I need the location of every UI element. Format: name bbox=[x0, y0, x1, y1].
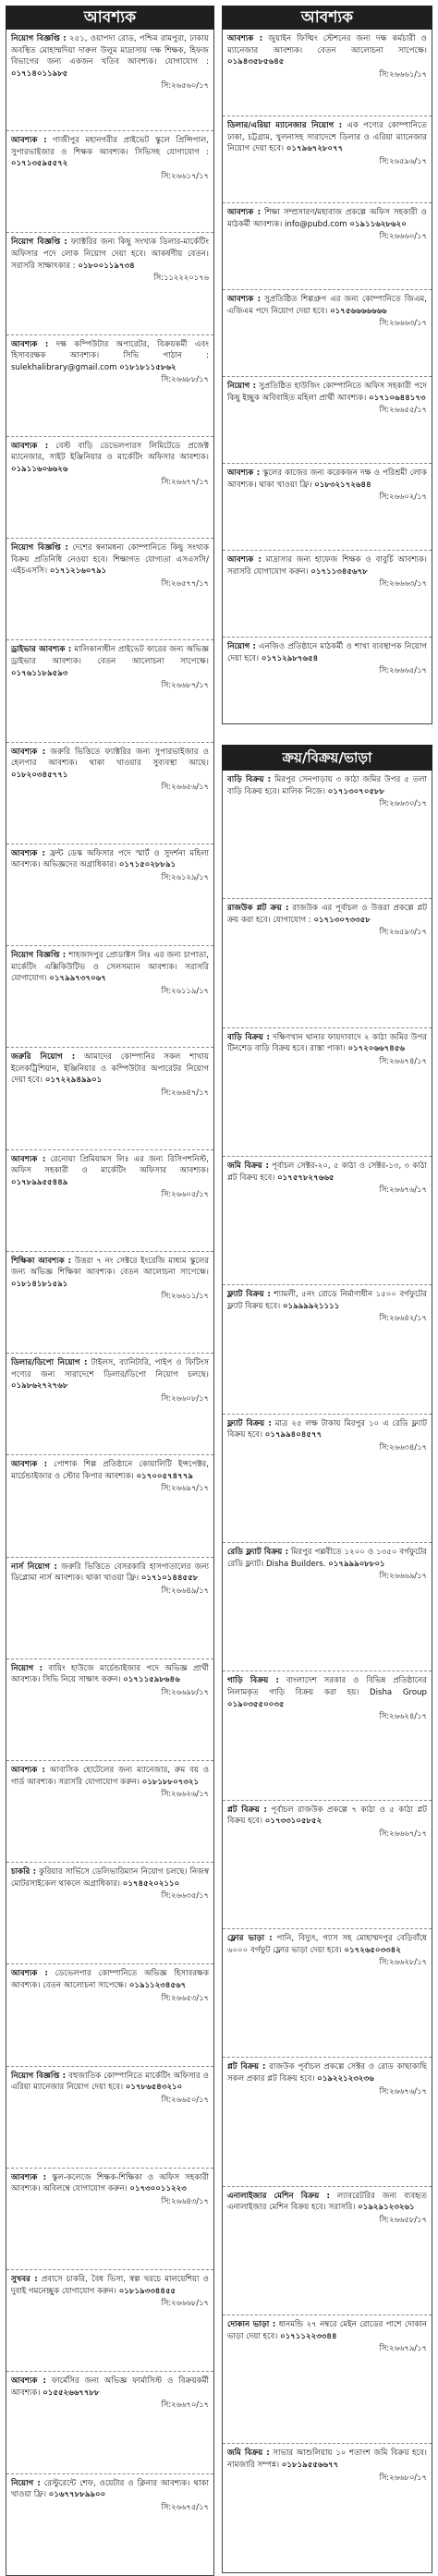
ad-body: টাইলস, ব্যানিটারি, পাইপ ও ফিটিংস পণ্যের জন্য সারাদেশে ডিলার/ডিপো নিয়োগ চলছে। bbox=[11, 1358, 210, 1379]
ad-body: ফ্রন্ট ডেস্ক অফিসার পদে স্মার্ট ও সুদর্শনা মহিলা আবশ্যক। অভিজ্ঞদের অগ্রাধিকার। bbox=[11, 848, 209, 870]
ad-phone: ০১৯১১২৩৪৫৬৭ bbox=[128, 1981, 187, 1990]
ad-lead: আবশ্যক : bbox=[11, 1969, 48, 1979]
ad-body: রাজউক এর পূর্বাচল ও উত্তরা প্রকল্পে প্লট ক্রয় করা হবে। যোগাযোগ : bbox=[227, 904, 428, 925]
ad-body: জুয়াইন ফিল্মিং স্টেশনের জন্য দক্ষ কর্মচারী ও ম্যানেজার আবশ্যক। বেতন আলোচনা সাপেক্ষে। bbox=[227, 34, 428, 55]
ad-body: ডেভেলপার কোম্পানিতে অভিজ্ঞ হিসাবরক্ষক আবশ্যক। বেতন আলোচনা সাপেক্ষে। bbox=[11, 1969, 210, 1990]
ad-phone: ০১৯১১৬২৮৬২০ bbox=[349, 219, 407, 229]
ad-code: সি:২৬৬৬৮/১৭ bbox=[161, 2298, 209, 2308]
ad-phone: ০১৭১২১৬০৭৯১ bbox=[49, 566, 107, 577]
classified-ad bbox=[6, 437, 213, 539]
ad-phone: ০১৮১৮১১৫৮৬২ bbox=[119, 362, 176, 372]
ad-code: সি:২৬৬৪২/১৭ bbox=[379, 1313, 427, 1323]
classified-ad bbox=[6, 2270, 213, 2372]
ad-body: শিক্ষা সম্প্রসারণ/মহাবাজ প্রকল্পে অফিস সহকারী ও মাঠকর্মী আবশ্যক। info@pubd.com bbox=[227, 208, 427, 229]
ad-lead: আবশ্যক : bbox=[227, 295, 262, 304]
ad-body: পানি, বিদ্যুৎ, গ্যাস সহ মোহাম্মদপুর বেড়িবাঁধে ৬০০০ বর্গফুট ফ্লোর ভাড়া দেয়া হবে। bbox=[227, 1934, 427, 1955]
ad-body: উত্তরা ৭ নং সেক্টরে ইংরেজি মাধ্যম স্কুলের জন্য অভিজ্ঞ শিক্ষিকা আবশ্যক। বেতন আলোচনা সাপেক্ষে। bbox=[11, 1256, 209, 1278]
ad-code: সি:২৬৬৬৫/১৭ bbox=[379, 665, 427, 675]
right-ads-sale bbox=[222, 771, 432, 2573]
ad-lead: ড্রাইভার আবশ্যক : bbox=[11, 645, 72, 655]
classified-ad bbox=[223, 551, 432, 638]
ad-body: ফার্মেসির জন্য অভিজ্ঞ ফার্মাসিস্ট ও বিক্রয়কর্মী আবশ্যক। bbox=[11, 2376, 210, 2398]
ad-body: দক্ষ কম্পিউটার অপারেটর, বিক্রয়কর্মী এবং হিসাবরক্ষক আবশ্যক। সিভি পাঠান : sulekhalibrary@gmail.com bbox=[11, 339, 209, 372]
ad-body: মিরপুর সেনপাড়ায় ৩ কাঠা জমির উপর ৫ তলা বাড়ি বিক্রয় হবে। মালিক নিজে। bbox=[227, 775, 428, 796]
ad-code: সি:২৬৬৬০/১৭ bbox=[379, 231, 427, 241]
ad-body: জরুরি ভিত্তিতে ফ্যাক্টরির জন্য সুপারভাইজার ও হেলপার আবশ্যক। থাকা খাওয়ার সুব্যবস্থা আছে। bbox=[11, 747, 209, 769]
ad-lead: আবশ্যক : bbox=[11, 136, 47, 146]
classified-ad bbox=[6, 335, 213, 437]
ad-code: সি:২৬৬১৭/১৭ bbox=[161, 170, 209, 180]
ad-lead: আবশ্যক : bbox=[11, 339, 49, 349]
ad-phone: ০১৮০০১১৯৭৩৪ bbox=[78, 261, 135, 271]
ad-code: সি:২৬১১৯/১৭ bbox=[161, 985, 209, 995]
classified-ad bbox=[6, 640, 213, 742]
ad-body: রেস্টুরেন্টে শেফ, ওয়েটার ও ক্লিনার আবশ্যক। থাকা খাওয়া ফ্রি। bbox=[11, 2478, 209, 2500]
ad-code: সি:২৬৬২৪/১৭ bbox=[379, 1711, 427, 1721]
classified-ad bbox=[6, 1455, 213, 1557]
ad-phone: ০১৯২৯১২৩২৬১ bbox=[358, 2203, 415, 2213]
ad-lead: এনালাইজার মেশিন বিক্রয় : bbox=[227, 2191, 330, 2201]
ad-phone: ০১৭৩০০১১২২৩ bbox=[129, 2184, 187, 2194]
classified-ad bbox=[223, 464, 432, 551]
ad-lead: ফ্লোর ভাড়া : bbox=[227, 1934, 273, 1944]
ad-phone: ০১৭৫৭৮২৭৬৬৫ bbox=[277, 1173, 335, 1183]
ad-code: সি:২৬৫৯৬/১৭ bbox=[379, 155, 427, 165]
ad-phone: ০১৭২০৬৬৭৪৫৬ bbox=[347, 1044, 405, 1054]
ad-code: সি:২৬৬০৮/১৭ bbox=[161, 1392, 209, 1403]
ad-body: মাত্র ২৫ লক্ষ টাকায় মিরপুর ১০ এ রেডি ফ্ল্যাট বিক্রয় হবে। bbox=[227, 1418, 427, 1440]
ad-code: সি:২৬৬৭৯/১৭ bbox=[379, 2343, 427, 2353]
ad-lead: আবশ্যক : bbox=[11, 848, 45, 858]
ad-phone: ০১৮২০৩৪৫৭৭১ bbox=[11, 770, 68, 780]
ad-phone: ০১৮১৯৩৩৪৪৫৫ bbox=[118, 2286, 176, 2296]
ad-lead: নিয়োগ বিজ্ঞপ্তি : bbox=[11, 543, 68, 553]
ad-body: পোশাক শিল্প প্রতিষ্ঠানে কোয়ালিটি ইন্সপেক্টর, মার্চেন্ডাইজার ও স্টোর কিপার আবশ্যক। bbox=[11, 1460, 210, 1481]
ad-lead: আবশ্যক : bbox=[11, 2172, 47, 2182]
ad-code: সি:২৬৬৫৫/১৭ bbox=[379, 405, 427, 415]
ad-body: বাংলাদেশ সরকার ও বিভিন্ন প্রতিষ্ঠানের নিলামকৃত গাড়ি বিক্রয় করা হয়। Disha Group bbox=[227, 1676, 427, 1697]
ad-body: আবাসিক হোটেলের জন্য ম্যানেজার, রুম বয় ও গার্ড আবশ্যক। সরাসরি যোগাযোগ করুন। bbox=[11, 1765, 210, 1787]
classified-ad bbox=[6, 2169, 213, 2270]
ad-phone: ০১৭১৩০৭০৫৮৮ bbox=[327, 786, 385, 796]
ad-lead: প্লট বিক্রয় : bbox=[227, 1804, 267, 1815]
ad-phone: ০১৮১৮৮০৭৩২১ bbox=[141, 1777, 200, 1787]
ad-phone: ০১৭১৩০৭৩৩৫৮ bbox=[313, 915, 371, 925]
ad-code: সি:২৬৬৬৯/১৭ bbox=[379, 1571, 427, 1581]
classified-ad bbox=[6, 233, 213, 334]
ad-phone: ০১৭১০১৪৪৫৫৮ bbox=[140, 1574, 199, 1584]
ad-code: সি:২৬৫৭৭/১৭ bbox=[161, 577, 209, 588]
classified-ad bbox=[223, 290, 432, 377]
ad-lead: আবশ্যক : bbox=[11, 1460, 48, 1470]
ad-phone: ০১৭৬১১৮৯৫৯৩ bbox=[11, 668, 68, 678]
right-ads-top bbox=[222, 30, 432, 724]
ad-code: সি:২৬৬০৫/১৭ bbox=[161, 1189, 209, 1199]
classified-ad bbox=[223, 116, 432, 203]
ad-phone: ০১৭৪৫২০২১১০ bbox=[122, 1878, 180, 1889]
classified-ad bbox=[223, 2058, 432, 2186]
ad-code: সি:১১২২২০১৭৬ bbox=[153, 273, 209, 283]
ad-lead: আবশ্যক : bbox=[11, 441, 49, 451]
ad-phone: ০১৯১১৬০৬৬২৬ bbox=[11, 465, 68, 475]
ad-lead: জরুরি নিয়োগ : bbox=[11, 1052, 76, 1063]
ad-lead: নার্স নিয়োগ : bbox=[11, 1561, 57, 1572]
classified-ad bbox=[6, 1761, 213, 1863]
ad-body: স্কুল-কলেজে শিক্ষক-শিক্ষিকা ও অফিস সহকারী আবশ্যক। অবিলম্বে যোগাযোগ করুন। bbox=[11, 2172, 210, 2194]
ad-code: সি:২৬৬৯৮/১৭ bbox=[161, 1686, 209, 1696]
classified-ad bbox=[6, 844, 213, 946]
ad-lead: নিয়োগ : bbox=[227, 382, 257, 391]
ad-body: বহুজাতিক কোম্পানিতে মার্কেটিং অফিসার ও এরিয়া ম্যানেজার নিয়োগ দেয়া হবে। bbox=[11, 2071, 209, 2093]
ad-body: রেনোয়া প্রিমিয়ামস লিঃ এর জন্য রিসিপশনিস্ট, অফিস সহকারী ও মার্কেটিং অফিসার আবশ্যক। bbox=[11, 1154, 210, 1176]
classified-ad bbox=[6, 1659, 213, 1761]
left-ads bbox=[6, 30, 214, 2576]
ad-lead: জমি বিক্রয় : bbox=[227, 2448, 270, 2459]
ad-phone: ০১৮৩২১৭২৬৪৪ bbox=[314, 480, 371, 490]
ad-phone: ০১৭৯৬৭২৮০৭৭ bbox=[286, 144, 344, 154]
classified-ad bbox=[6, 30, 213, 131]
ad-lead: আবশ্যক : bbox=[227, 468, 261, 478]
ad-body: শাহজাদপুর প্রোডাক্টস লিঃ এর জন্য চাপাতা, মার্কেটিং এক্সিকিউটিভ ও সেলসম্যান আবশ্যক। সরাসরি যোগাযোগ। bbox=[11, 951, 209, 984]
ad-lead: ফ্ল্যাট বিক্রয় : bbox=[227, 1418, 272, 1428]
ad-phone: ০১৭০০৫৭৪৭৭৯ bbox=[136, 1471, 193, 1481]
ad-code: সি:২৬৬৪৩/১৭ bbox=[161, 2196, 209, 2206]
ad-lead: নিয়োগ : bbox=[11, 1663, 43, 1673]
classified-ad bbox=[6, 1252, 213, 1354]
ad-phone: ০১৭২২৯৪৯৯০১ bbox=[44, 1075, 103, 1086]
classified-ad bbox=[223, 203, 432, 290]
ad-phone: ০১৭৩৩১০৫৮৫২ bbox=[264, 1817, 322, 1827]
right-section-header: আবশ্যক bbox=[222, 6, 432, 30]
ad-body: ফ্যাক্টরির জন্য কিছু সংখ্যক ডিলার-মার্কেটিং অফিসার পদে লোক নিয়োগ দেয়া হবে। আকর্ষণীয় বেতন। সরাসরি সাক্ষাৎকার : bbox=[11, 237, 210, 271]
ad-phone: ০১৯৪৩৫৮৫৬৪৫ bbox=[227, 57, 285, 67]
ad-body: পূর্বাচল রাজউক প্রকল্পে ৭ কাঠা ও ৫ কাঠা প্লট বিক্রয় হবে। bbox=[227, 1804, 427, 1827]
ad-lead: নিয়োগ বিজ্ঞপ্তি : bbox=[11, 951, 67, 961]
ad-lead: দোকান ভাড়া : bbox=[227, 2320, 276, 2330]
classified-ad bbox=[223, 1929, 432, 2058]
ad-lead: রাজউক প্লট ক্রয় : bbox=[227, 904, 289, 914]
right-column bbox=[222, 6, 432, 2553]
ad-body: পূর্বাচল সেক্টর-২০, ৫ কাঠা ও সেক্টর-১৩, ৩ কাঠা প্লট বিক্রয় হবে। bbox=[227, 1161, 427, 1183]
ad-phone: ০১৭২৬৫০৩৩৪২ bbox=[344, 1945, 401, 1955]
ad-body: মাদ্রাসার জন্য হাফেজ শিক্ষক ও বাবুর্চি আবশ্যক। সরাসরি যোগাযোগ করুন। bbox=[227, 555, 427, 577]
ad-code: সি:২৬৬৭০/১৭ bbox=[161, 2400, 209, 2410]
ad-body: গাজীপুর মহানগরীর প্রাইভেট স্কুলে প্রিন্সিপাল, সুপারভাইজার ও শিক্ষক আবশ্যক। সিভিসহ যোগাযোগ : bbox=[11, 136, 209, 157]
classified-ad bbox=[223, 1028, 432, 1157]
classified-ad bbox=[223, 1157, 432, 1285]
ad-code: সি:২৬৬৭৬/১৭ bbox=[379, 1185, 427, 1195]
ad-code: সি:২৬৬৮৭/১৭ bbox=[161, 680, 209, 690]
ad-lead: শিক্ষিকা আবশ্যক : bbox=[11, 1256, 72, 1266]
ad-code: সি:২৬৬৬৩/১৭ bbox=[379, 318, 427, 328]
ad-lead: বাড়ি বিক্রয় : bbox=[227, 775, 272, 784]
ad-phone: ০১৯৯৯৯২১১১১ bbox=[282, 1301, 340, 1311]
ad-body: সাভার আশুলিয়ায় ১০ শতাংশ জমি বিক্রয় হবে। নামজারি সম্পন্ন। bbox=[227, 2448, 427, 2471]
ad-lead: নিয়োগ : bbox=[227, 642, 256, 651]
classified-ad bbox=[6, 2067, 213, 2169]
ad-code: সি:২৬৬৫৩/১৭ bbox=[161, 1992, 209, 2002]
ad-phone: ০১৭১১৫৯৮৬৪৬ bbox=[123, 1675, 180, 1685]
ad-lead: রেডি ফ্ল্যাট বিক্রয় : bbox=[227, 1548, 289, 1558]
ad-code: সি:২৬৬৬৭/১৭ bbox=[379, 1828, 427, 1838]
classified-ad bbox=[6, 1150, 213, 1252]
ad-lead: আবশ্যক : bbox=[227, 34, 263, 43]
ad-code: সি:২৬৬৫০/১৭ bbox=[161, 2094, 209, 2104]
classified-ad bbox=[6, 1964, 213, 2066]
ad-lead: ডিলার/ডিপো নিয়োগ : bbox=[11, 1358, 88, 1368]
ad-body: জরুরি ভিত্তিতে বেসরকারি হাসপাতালের জন্য ডিপ্লোমা নার্স আবশ্যক। থাকা খাওয়া ফ্রি। bbox=[11, 1561, 209, 1584]
classified-ad bbox=[223, 1285, 432, 1414]
ad-body: আমাদের কোম্পানির সকল শাখায় ইলেকট্রিশিয়ান, ইঞ্জিনিয়ার ও কম্পিউটার অপারেটর নিয়োগ দেয়া হবে। bbox=[11, 1052, 209, 1086]
ad-body: মালিকানাধীন প্রাইভেট কারের জন্য অভিজ্ঞ ড্রাইভার আবশ্যক। বেতন আলোচনা সাপেক্ষে। bbox=[11, 645, 209, 666]
ad-code: সি:২৬৬৮০/১৭ bbox=[379, 2472, 427, 2482]
classified-ad bbox=[223, 2315, 432, 2444]
ad-body: রাজউক পূর্বাচল প্রকল্পে সেক্টর ও রোড কাছাকাছি সকল প্রকার প্লট বিক্রয় হবে। bbox=[227, 2062, 427, 2084]
classified-ad bbox=[223, 377, 432, 464]
ad-phone: ০১৭১০৬৪৪১৭৩ bbox=[369, 393, 426, 403]
ad-code: সি:২৬৬৩৫/১৭ bbox=[161, 1890, 209, 1901]
ad-code: সি:২৬৫৬০/১৭ bbox=[161, 80, 209, 91]
ad-code: সি:২৬৬২৮/১৭ bbox=[379, 1957, 427, 1967]
ad-lead: বাড়ি বিক্রয় : bbox=[227, 1032, 270, 1042]
ad-code: সি:২৬৬৫৮/১৭ bbox=[379, 2214, 427, 2224]
ad-lead: নিয়োগ বিজ্ঞপ্তি : bbox=[11, 237, 67, 248]
ad-phone: ০১৭৮৬৫৪৩২১০ bbox=[125, 2083, 183, 2093]
classified-ad bbox=[223, 2187, 432, 2315]
ad-body: সুপ্রতিষ্ঠিত শিল্পগ্রুপ এর জন্য কোম্পানিতে জিএম, এজিএম পদে নিয়োগ দেয়া হবে। bbox=[227, 295, 427, 316]
classified-ad bbox=[223, 1671, 432, 1800]
ad-lead: জমি বিক্রয় : bbox=[227, 1161, 269, 1172]
ad-phone: ০১৯২২১২৩২৩৬ bbox=[317, 2073, 374, 2084]
ad-body: কুরিয়ার সার্ভিসে ডেলিভারিম্যান নিয়োগ চলছে। নিজস্ব মোটরসাইকেল থাকলে অগ্রাধিকার। bbox=[11, 1867, 210, 1889]
ad-phone: ০১৭১২৯৮৭৬৫৪ bbox=[261, 653, 319, 663]
ad-phone: ০১৯০৩৫৫০০৩৫ bbox=[227, 1699, 285, 1709]
ad-body: মিরপুর পল্লবীতে ১২০০ ও ১৩৫০ বর্গফুটের রেডি ফ্ল্যাট। Disha Builders. bbox=[227, 1548, 427, 1569]
ad-lead: নিয়োগ বিজ্ঞপ্তি : bbox=[11, 2071, 67, 2081]
ad-phone: ০১৭৯৯৭৩৭০৬৭ bbox=[49, 974, 106, 984]
left-section-header: আবশ্যক bbox=[6, 6, 214, 30]
ad-lead: আবশ্যক : bbox=[227, 208, 262, 217]
classified-ad bbox=[6, 2372, 213, 2473]
ad-phone: ০১৮১৯৫৫৬৬৭৭ bbox=[281, 2461, 339, 2471]
ad-body: ২৫১, ওয়াপদা রোড, পশ্চিম রামপুরা, ঢাকায় অবস্থিত মোহাম্মদিয়া দারুল উলুম মাদ্রাসায় দক্ষ শিক্ষক, হিফজ বিভাগের জন্য একজন খতিব আবশ্যক। যোগাযোগ : bbox=[11, 34, 209, 67]
ad-body: সুপ্রতিষ্ঠিত হাউজিং কোম্পানিতে অফিস সহকারী পদে কিছু ইচ্ছুক অবিবাহিত মহিলা প্রার্থী আবশ্যক। bbox=[227, 382, 427, 403]
ad-phone: ০১৭১১২২৩৩৪৪ bbox=[280, 2331, 337, 2341]
ad-lead: গাড়ি বিক্রয় : bbox=[227, 1676, 279, 1686]
classified-ad bbox=[6, 1354, 213, 1455]
ad-code: সি:২৬৬৬৩/১৭ bbox=[379, 578, 427, 589]
ad-code: সি:২৬৬৭৬/১৭ bbox=[379, 2085, 427, 2096]
ad-code: সি:২৬৬২৬/১৭ bbox=[161, 1789, 209, 1799]
ad-lead: আবশ্যক : bbox=[11, 2376, 46, 2387]
ad-body: দেশের স্বনামধন্য কোম্পানিতে কিছু সংখ্যক বিক্রয় প্রতিনিধি নেওয়া হবে। শিক্ষাগত যোগ্যতা এসএসসি/এইচএসসি। bbox=[11, 543, 210, 577]
ad-lead: আবশ্যক : bbox=[227, 555, 262, 565]
ad-phone: ০১৯৮৬২৭২৭৬৮ bbox=[11, 1381, 68, 1391]
ad-code: সি:২৬৬৮৮/১৭ bbox=[161, 374, 209, 384]
ad-body: ধানমন্ডি ২৭ নম্বরে মেইন রোডের পাশে দোকান ভাড়া দেয়া হবে। bbox=[227, 2320, 428, 2341]
ad-body: প্রবাসে চাকরি, বৈধ ভিসা, স্বল্প খরচে মালয়েশিয়া ও দুবাই গমনেচ্ছুক যোগাযোগ করুন। bbox=[11, 2275, 210, 2296]
ad-body: দক্ষিণখান থানার ফায়দাবাদে ২ কাঠা জমির উপর টিনশেড বাড়ি বিক্রয় হবে। রাস্তা পাকা। bbox=[227, 1032, 428, 1054]
ad-body: স্কুলের কাজের জন্য করেকজন দক্ষ ও পরিশ্রমী লোক আবশ্যক। থাকা খাওয়া ফ্রি। bbox=[227, 468, 428, 490]
ad-body: বায়িং হাউজে মার্চেন্ডাইজার পদে অভিজ্ঞ প্রার্থী আবশ্যক। সিভি নিয়ে সাক্ষাৎ করুন। bbox=[11, 1663, 209, 1685]
ad-code: সি:২৬৬৩৪/১৭ bbox=[379, 1441, 427, 1452]
ad-code: সি:২৬৬৪৯/১৭ bbox=[161, 1585, 209, 1595]
sale-section-header: ক্রয়/বিক্রয়/ভাড়া bbox=[222, 745, 432, 771]
ad-phone: ০১৭৫৬৬৬৬৬৬৬ bbox=[330, 306, 387, 316]
ad-code: সি:২৬১২৯/১৭ bbox=[161, 871, 209, 881]
classified-ad bbox=[223, 1415, 432, 1543]
ad-lead: চাকরি : bbox=[11, 1867, 37, 1877]
classified-ad bbox=[223, 2444, 432, 2571]
classified-ad bbox=[223, 30, 432, 116]
ad-lead: আবশ্যক : bbox=[11, 747, 46, 757]
classified-ad bbox=[6, 2474, 213, 2575]
ad-phone: ০১৮১৪১৮১৫৯১ bbox=[11, 1279, 68, 1289]
classified-ad bbox=[6, 1048, 213, 1149]
ad-phone: ০১৬৭৭৮৮৯৯০০ bbox=[48, 2490, 106, 2500]
ad-code: সি:২৬৬৫৬/১৭ bbox=[161, 782, 209, 792]
ad-phone: ০১৭৮৯৯৫৫৪৪৯ bbox=[11, 1177, 68, 1187]
classified-ad bbox=[223, 638, 432, 723]
ad-code: সি:২৬৬৭৪/১৭ bbox=[379, 1055, 427, 1065]
ad-code: সি:২৬৬৭৫/১৭ bbox=[161, 2501, 209, 2511]
ad-phone: ০১৭১৩৫৯৫৫৭২ bbox=[11, 159, 68, 169]
ad-lead: নিয়োগ বিজ্ঞপ্তি : bbox=[11, 34, 67, 43]
ad-lead: আবশ্যক : bbox=[11, 1765, 45, 1775]
classified-ad bbox=[6, 131, 213, 233]
ad-body: এনজিও প্রতিষ্ঠানে মাঠকর্মী ও শাখা ব্যবস্থাপক নিয়োগ দেয়া হবে। bbox=[227, 642, 427, 663]
ad-lead: নিয়োগ : bbox=[11, 2478, 41, 2488]
ad-body: শ্যামলী, ৫নং রোডে নির্মাণাধীন ১৫০০ বর্গফুটের ফ্ল্যাট বিক্রয় হবে। bbox=[227, 1290, 427, 1311]
ad-body: বেস্ট বাড়ি ডেভেলপারস লিমিটেডে প্রজেক্ট ম্যানেজার, সাইট ইঞ্জিনিয়ার ও মার্কেটিং অফিসার আবশ্যক। bbox=[11, 441, 210, 463]
ad-code: সি:২৬৬০২/১৭ bbox=[379, 492, 427, 502]
ad-phone: ০১৭১৫০২৮৮৯১ bbox=[118, 860, 176, 870]
ad-phone: ০১৭৯৯৪০৪৫৭৭ bbox=[264, 1430, 322, 1440]
ad-body: ল্যাবরেটরির জন্য ব্যবহৃত এনালাইজার মেশিন বিক্রয় হবে। সরাসরি। bbox=[227, 2191, 428, 2213]
ad-phone: ০১৭১১৩৪৫৬৭৮ bbox=[310, 566, 368, 577]
ad-code: সি:২৬৬৯৭/১৭ bbox=[161, 1483, 209, 1493]
ad-phone: ০১৭৯৯৯০৮৮০১ bbox=[328, 1559, 385, 1569]
ad-body: এক পণ্যের কোম্পানিতে ঢাকা, চট্টগ্রাম, খুলনাসহ সারাদেশে ডিলার ও এরিয়া ম্যানেজার নিয়োগ দেয়া হবে। bbox=[227, 121, 427, 154]
classified-ad bbox=[223, 899, 432, 1027]
classified-ad bbox=[6, 1863, 213, 1964]
ad-code: সি:২৬৫৯৩/১৭ bbox=[379, 927, 427, 937]
classified-ad bbox=[6, 743, 213, 844]
classified-ad bbox=[223, 771, 432, 899]
ad-lead: সুখবর : bbox=[11, 2275, 38, 2285]
classified-ad bbox=[6, 1558, 213, 1659]
classified-ad bbox=[6, 946, 213, 1048]
ad-phone: ০১৭১৪০১১৯৮৫ bbox=[11, 68, 68, 79]
ad-code: সি:২৬৬১১/১৭ bbox=[161, 1291, 209, 1301]
ad-code: সি:২৬৬৭৭/১৭ bbox=[161, 476, 209, 486]
ad-lead: ডিলার/এরিয়া ম্যানেজার নিয়োগ : bbox=[227, 121, 343, 130]
ad-code: সি:২৬৬৩০/১৭ bbox=[379, 798, 427, 808]
ad-phone: ০১৫৫২৬৬৭৭৮৮ bbox=[43, 2388, 100, 2398]
ad-lead: প্লট বিক্রয় : bbox=[227, 2062, 266, 2072]
classified-ad bbox=[223, 1801, 432, 1929]
ad-code: সি:২৬৬৬১/১৭ bbox=[379, 68, 427, 79]
ad-lead: আবশ্যক : bbox=[11, 1154, 46, 1164]
left-column bbox=[6, 6, 214, 2553]
classified-ad bbox=[223, 1543, 432, 1671]
classified-ad bbox=[6, 539, 213, 640]
ad-code: সি:২৬৬৪৭/১৭ bbox=[161, 1087, 209, 1097]
ad-lead: ফ্ল্যাট বিক্রয় : bbox=[227, 1290, 271, 1300]
